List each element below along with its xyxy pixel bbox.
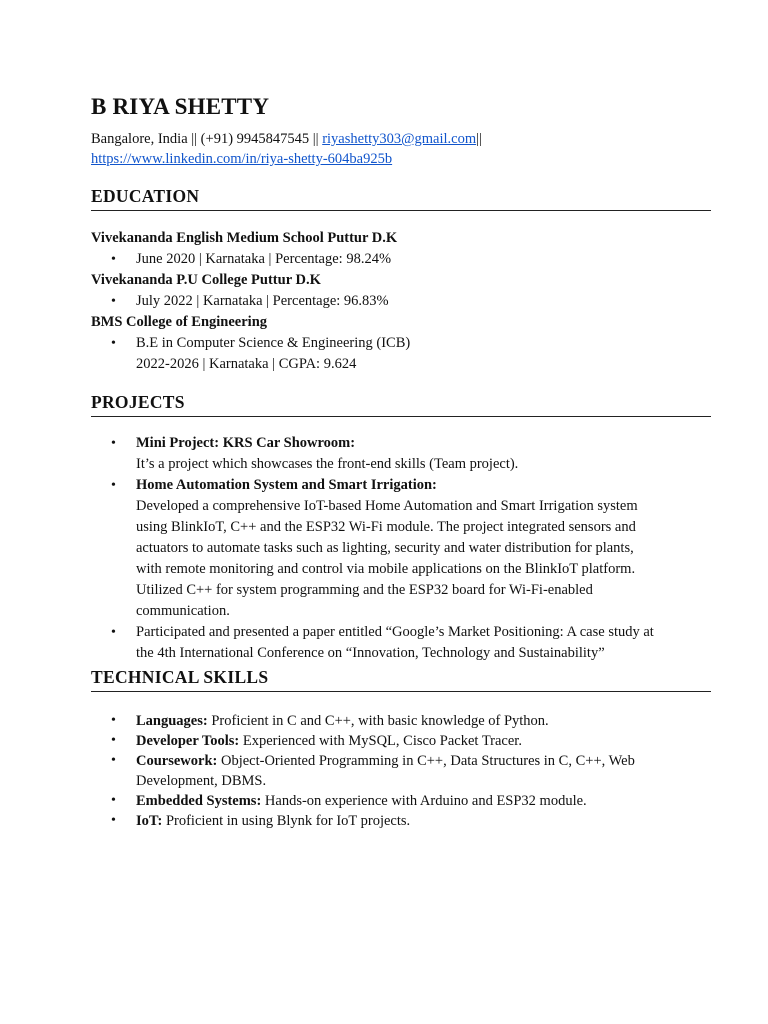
project-item (136, 622, 711, 664)
project-line: actuators to automate tasks such as lighting, security and water distribution for plants, (136, 540, 634, 556)
skill-label: IoT: (136, 813, 163, 829)
list-item: • June 2020 | Karnataka | Percentage: 98.24% (136, 249, 711, 270)
project-line: using BlinkIoT, C++ and the ESP32 Wi-Fi module. The project integrated sensors and (136, 519, 636, 535)
skill-text: Proficient in C and C++, with basic knowledge of Python. (207, 713, 549, 729)
separator: || (476, 131, 482, 147)
education-list (91, 228, 711, 375)
skill-text: Proficient in using Blynk for IoT projects. (162, 813, 411, 829)
project-item (136, 475, 711, 622)
project-line: with remote monitoring and control via mobile applications on the BlinkIoT platform. (136, 561, 636, 577)
education-heading: EDUCATION (91, 186, 200, 206)
school-name: BMS College of Engineering (91, 314, 268, 330)
linkedin-line (91, 149, 482, 169)
project-line: communication. (136, 603, 230, 619)
skill-label: Coursework: (136, 753, 218, 769)
school-name: Vivekananda English Medium School Puttur D.K (91, 230, 398, 246)
project-line: • Participated and presented a paper entitled “Google’s Market Positioning: A case study at (136, 624, 654, 640)
education-details (91, 333, 711, 375)
skill-label: Embedded Systems: (136, 793, 262, 809)
skill-item (136, 811, 711, 831)
education-details (91, 249, 711, 270)
list-item (136, 333, 711, 375)
skill-text: Object-Oriented Programming in C++, Data Structures in C, C++, Web (217, 753, 635, 769)
project-title: • Home Automation System and Smart Irrigation: (136, 477, 437, 493)
education-section (91, 186, 711, 375)
skill-text-continued: Development, DBMS. (136, 773, 267, 789)
section-divider (91, 691, 711, 692)
project-line: Developed a comprehensive IoT-based Home Automation and Smart Irrigation system (136, 498, 638, 514)
section-divider (91, 210, 711, 211)
skill-item (136, 711, 711, 731)
skill-item (136, 751, 711, 791)
detail-line: 2022-2026 | Karnataka | CGPA: 9.624 (136, 356, 357, 372)
location-phone: Bangalore, India || (+91) 9945847545 || (91, 131, 323, 147)
project-line: Utilized C++ for system programming and the ESP32 board for Wi-Fi-enabled (136, 582, 593, 598)
project-line: the 4th International Conference on “Innovation, Technology and Sustainability” (136, 645, 605, 661)
candidate-name: B RIYA SHETTY (91, 94, 270, 119)
skill-text: Experienced with MySQL, Cisco Packet Tracer. (239, 733, 522, 749)
email-link[interactable]: riyashetty303@gmail.com (322, 131, 477, 147)
contact-line (91, 129, 482, 149)
skill-label: Developer Tools: (136, 733, 240, 749)
linkedin-link[interactable]: https://www.linkedin.com/in/riya-shetty-604ba925b (91, 151, 393, 167)
detail-line: • B.E in Computer Science & Engineering (ICB) (136, 335, 411, 351)
contact-info (91, 129, 482, 169)
education-details (91, 291, 711, 312)
project-title: • Mini Project: KRS Car Showroom: (136, 435, 356, 451)
skills-heading: TECHNICAL SKILLS (91, 667, 269, 687)
skill-item (136, 791, 711, 811)
skill-item (136, 731, 711, 751)
skill-text: Hands-on experience with Arduino and ESP32 module. (261, 793, 587, 809)
projects-heading: PROJECTS (91, 392, 185, 412)
school-name: Vivekananda P.U College Puttur D.K (91, 272, 321, 288)
skills-list (91, 711, 711, 831)
project-line: It’s a project which showcases the front-end skills (Team project). (136, 456, 519, 472)
section-divider (91, 416, 711, 417)
list-item: • July 2022 | Karnataka | Percentage: 96.83% (136, 291, 711, 312)
projects-section (91, 392, 711, 664)
skills-section (91, 667, 711, 831)
project-item (136, 433, 711, 475)
projects-list (91, 433, 711, 664)
skill-label: Languages: (136, 713, 208, 729)
